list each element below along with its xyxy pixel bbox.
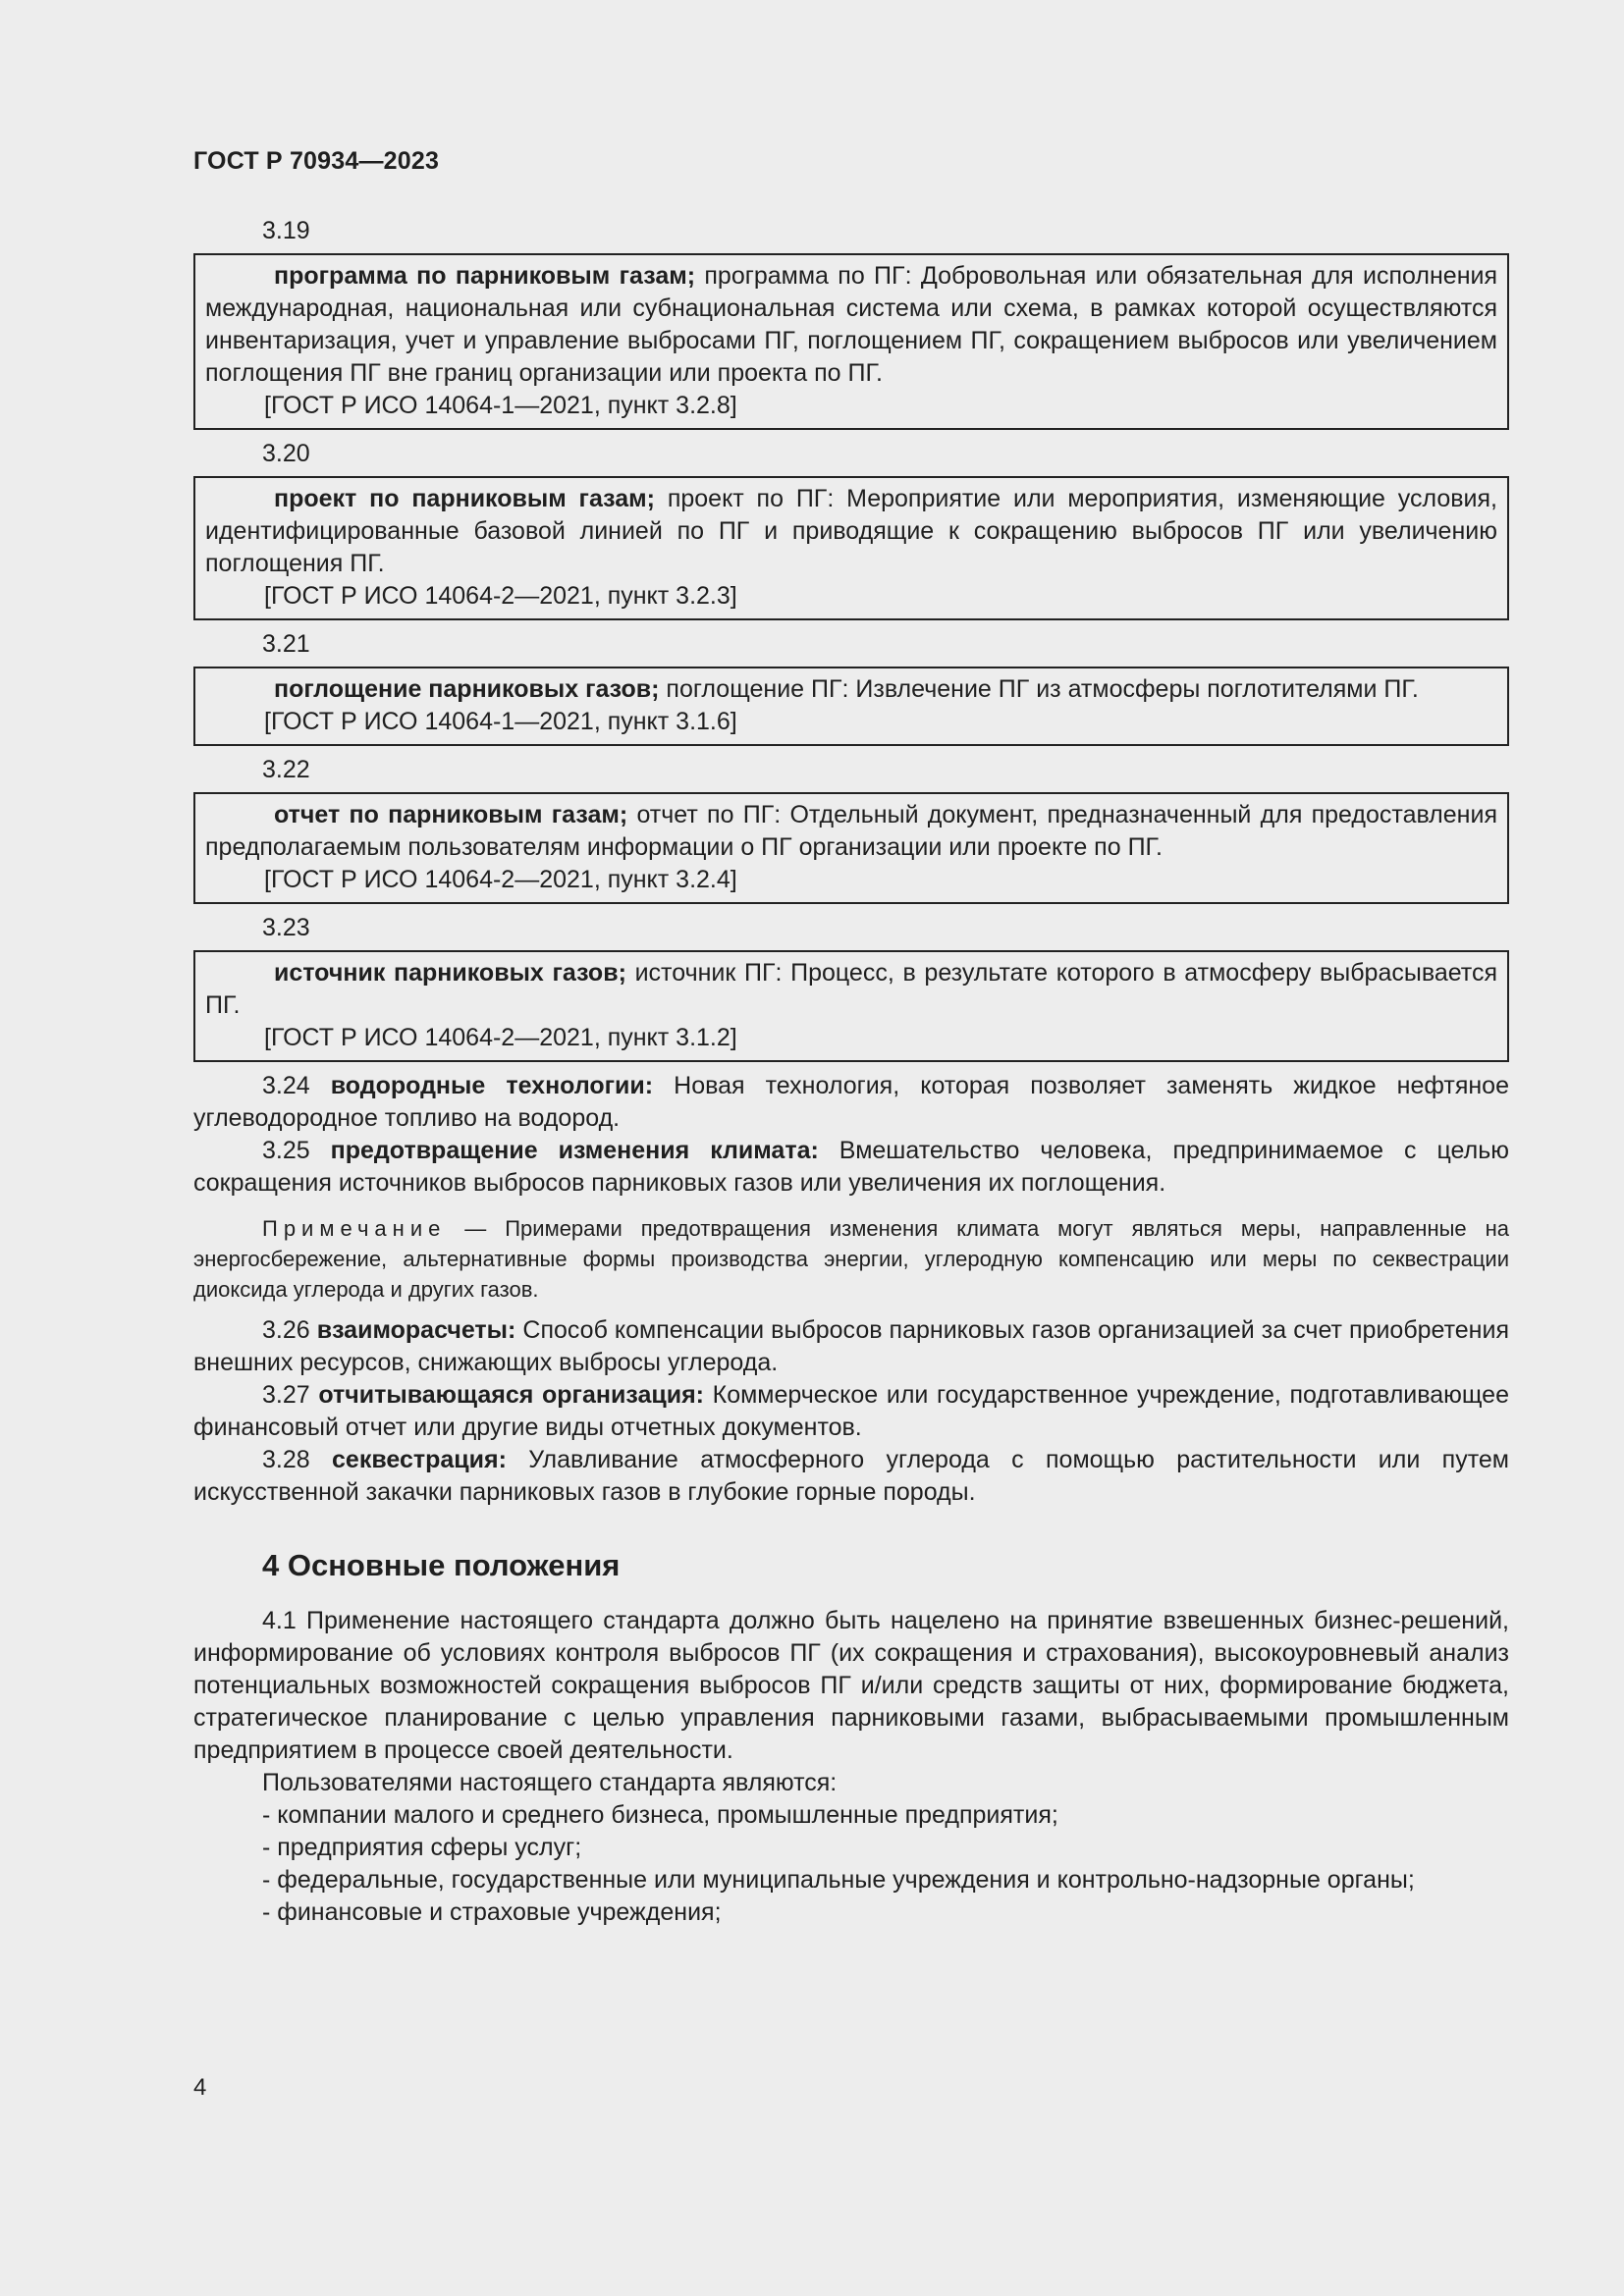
term-text	[205, 483, 1497, 580]
term-3-26	[193, 1314, 1509, 1379]
document-header: ГОСТ Р 70934—2023	[193, 147, 440, 175]
term-3-28	[193, 1444, 1509, 1509]
list-item: - федеральные, государственные или муниципальные учреждения и контрольно-надзорные органы;	[262, 1866, 1415, 1894]
note-text: — Примерами предотвращения изменения климата могут являться меры, направленные на энергосбережение, альтернативные формы производства энергии, углеродную компенсацию или меры по секвестрации диоксида углерода и других газов.	[193, 1216, 1509, 1302]
term-box	[193, 476, 1509, 620]
section-title: 4 Основные положения	[262, 1548, 621, 1582]
term-name: источник парниковых газов;	[274, 959, 626, 987]
term-name: программа по парниковым газам;	[274, 262, 696, 290]
term-number: 3.20	[262, 440, 310, 467]
list-item: - финансовые и страховые учреждения;	[262, 1898, 722, 1926]
boxed-term-list	[193, 215, 1509, 1062]
term-box	[193, 950, 1509, 1062]
note	[193, 1213, 1509, 1305]
term-definition: Улавливание атмосферного углерода с помощью растительности или путем искусственной закачки парниковых газов в глубокие горные породы.	[193, 1446, 1509, 1506]
term-number: 3.19	[262, 217, 310, 244]
list-item: - предприятия сферы услуг;	[262, 1834, 582, 1861]
term-name: проект по парниковым газам;	[274, 485, 655, 512]
term-box	[193, 253, 1509, 430]
term-source: [ГОСТ Р ИСО 14064-1—2021, пункт 3.1.6]	[264, 708, 737, 735]
term-text	[205, 260, 1497, 390]
boxed-term-3-21	[193, 628, 1509, 746]
term-definition: проект по ПГ: Мероприятие или мероприятия, изменяющие условия, идентифицированные базовой линией по ПГ и приводящие к сокращению выбросов ПГ или увеличению поглощения ПГ.	[205, 485, 1497, 577]
term-definition: источник ПГ: Процесс, в результате которого в атмосферу выбрасывается ПГ.	[205, 959, 1497, 1019]
term-name: поглощение парниковых газов;	[274, 675, 660, 703]
term-name: отчет по парниковым газам;	[274, 801, 628, 828]
term-number: 3.23	[262, 914, 310, 941]
boxed-term-3-20	[193, 438, 1509, 620]
term-definition: Вмешательство человека, предпринимаемое с целью сокращения источников выбросов парниковых газов или увеличения их поглощения.	[193, 1137, 1509, 1197]
term-definition: поглощение ПГ: Извлечение ПГ из атмосферы поглотителями ПГ.	[659, 675, 1419, 703]
boxed-term-3-22	[193, 754, 1509, 904]
term-3-24	[193, 1070, 1509, 1135]
term-3-25	[193, 1135, 1509, 1200]
term-definition: Способ компенсации выбросов парниковых газов организацией за счет приобретения внешних ресурсов, снижающих выбросы углерода.	[193, 1316, 1509, 1376]
term-name: секвестрация:	[332, 1446, 507, 1473]
term-text	[205, 673, 1497, 706]
term-definition: программа по ПГ: Добровольная или обязательная для исполнения международная, национальная или субнациональная система или схема, в рамках которой осуществляются инвентаризация, учет и управление выбросами ПГ, поглощением ПГ, сокращением выбросов или увеличением поглощения ПГ вне границ организации или проекта по ПГ.	[205, 262, 1497, 387]
term-number: 3.27	[262, 1381, 310, 1409]
term-number: 3.25	[262, 1137, 310, 1164]
term-number: 3.22	[262, 756, 310, 783]
term-number: 3.24	[262, 1072, 310, 1099]
term-source: [ГОСТ Р ИСО 14064-2—2021, пункт 3.2.4]	[264, 866, 737, 893]
term-source: [ГОСТ Р ИСО 14064-2—2021, пункт 3.1.2]	[264, 1024, 737, 1051]
term-box	[193, 667, 1509, 746]
note-label: Примечание	[262, 1216, 447, 1241]
users-intro: Пользователями настоящего стандарта являются:	[262, 1769, 838, 1796]
term-text	[205, 957, 1497, 1022]
term-3-27	[193, 1379, 1509, 1444]
section-body	[193, 1605, 1509, 1929]
term-text	[205, 799, 1497, 864]
term-box	[193, 792, 1509, 904]
boxed-term-3-19	[193, 215, 1509, 430]
term-name: отчитывающаяся организация:	[318, 1381, 704, 1409]
term-definition: Коммерческое или государственное учреждение, подготавливающее финансовый отчет или другие виды отчетных документов.	[193, 1381, 1509, 1441]
document-page	[193, 147, 1509, 1929]
term-number: 3.28	[262, 1446, 310, 1473]
term-source: [ГОСТ Р ИСО 14064-1—2021, пункт 3.2.8]	[264, 392, 737, 419]
paragraph-4-1: 4.1 Применение настоящего стандарта должно быть нацелено на принятие взвешенных бизнес-решений, информирование об условиях контроля выбросов ПГ (их сокращения и страхования), высокоуровневый анализ потенциальных возможностей сокращения выбросов ПГ и/или средств защиты от них, формирование бюджета, стратегическое планирование с целью управления парниковыми газами, выбрасываемыми промышленным предприятием в процессе своей деятельности.	[193, 1607, 1509, 1764]
list-item: - компании малого и среднего бизнеса, промышленные предприятия;	[262, 1801, 1058, 1829]
term-definition: Новая технология, которая позволяет заменять жидкое нефтяное углеводородное топливо на водород.	[193, 1072, 1509, 1132]
term-name: водородные технологии:	[330, 1072, 654, 1099]
term-number: 3.26	[262, 1316, 310, 1344]
term-definition: отчет по ПГ: Отдельный документ, предназначенный для предоставления предполагаемым пользователям информации о ПГ организации или проекте по ПГ.	[205, 801, 1497, 861]
term-name: предотвращение изменения климата:	[330, 1137, 819, 1164]
term-number: 3.21	[262, 630, 310, 658]
term-source: [ГОСТ Р ИСО 14064-2—2021, пункт 3.2.3]	[264, 582, 737, 610]
page-number: 4	[193, 2074, 207, 2101]
plain-term-list	[193, 1070, 1509, 1509]
boxed-term-3-23	[193, 912, 1509, 1062]
term-name: взаиморасчеты:	[316, 1316, 516, 1344]
